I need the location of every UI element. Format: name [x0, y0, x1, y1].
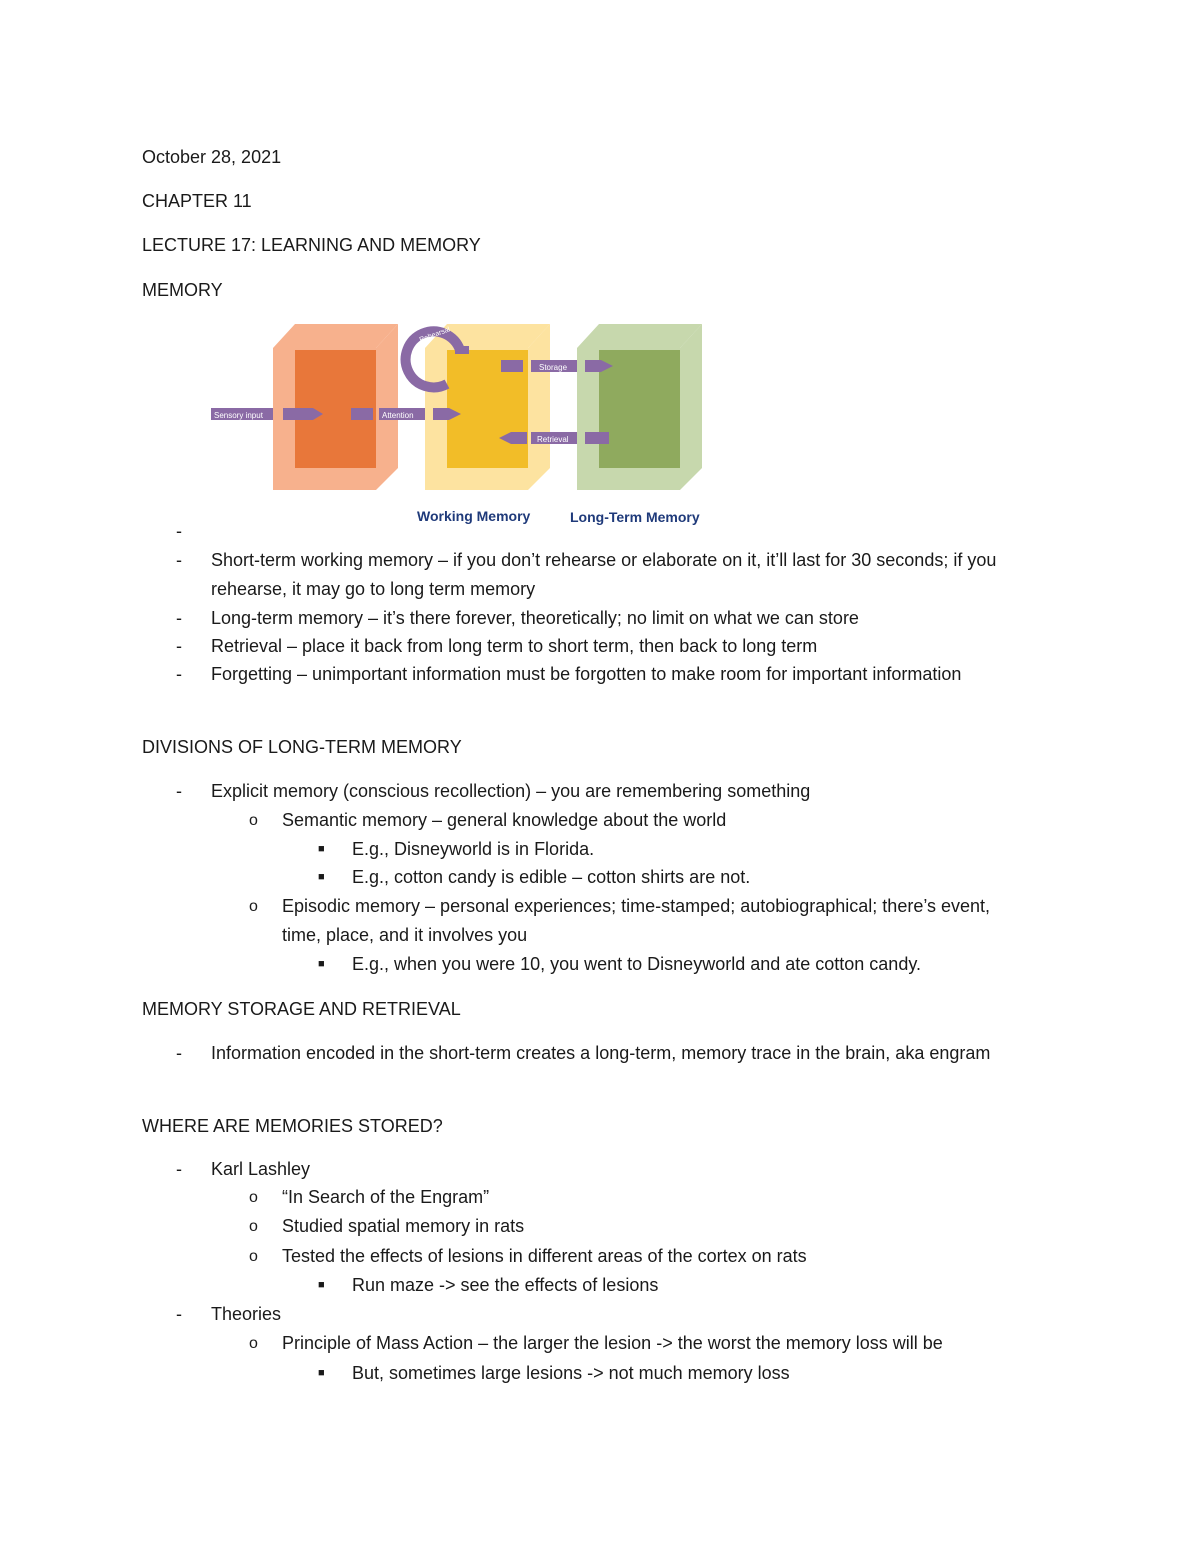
square-bullet-marker: ■: [318, 871, 325, 883]
lecture-title: LECTURE 17: LEARNING AND MEMORY: [142, 235, 481, 255]
date-line: October 28, 2021: [142, 147, 282, 167]
rehearsal-arrow-tail: [455, 346, 469, 354]
sensory-memory-box: [273, 324, 398, 490]
list-item: Principle of Mass Action – the larger the lesion -> the worst the memory loss will be: [282, 1333, 943, 1353]
attention-label: Attention: [382, 411, 414, 420]
list-item: Forgetting – unimportant information must be forgotten to make room for important information: [211, 664, 962, 684]
list-item: Long-term memory – it’s there forever, theoretically; no limit on what we can store: [211, 608, 859, 628]
sub-bullet-marker: o: [249, 1248, 258, 1265]
sub-bullet-marker: o: [249, 898, 258, 915]
working-memory-caption: Working Memory: [417, 508, 531, 524]
storage-label: Storage: [539, 363, 568, 372]
list-item: Episodic memory – personal experiences; time-stamped; autobiographical; there’s event, time, place, and it involves you: [282, 896, 991, 945]
section-heading-divisions: DIVISIONS OF LONG-TERM MEMORY: [142, 737, 462, 757]
attention-arrow-tail: [351, 408, 373, 420]
empty-bullet-marker: -: [176, 521, 182, 541]
bullet-marker: -: [176, 664, 182, 684]
bullet-marker: -: [176, 608, 182, 628]
list-item: Karl Lashley: [211, 1159, 311, 1179]
memory-model-diagram: [205, 318, 725, 536]
list-item: But, sometimes large lesions -> not much memory loss: [352, 1363, 790, 1383]
section-heading-storage: MEMORY STORAGE AND RETRIEVAL: [142, 999, 461, 1019]
square-bullet-marker: ■: [318, 958, 325, 970]
chapter-line: CHAPTER 11: [142, 191, 252, 211]
long-term-memory-box: [577, 324, 702, 490]
working-memory-box: [425, 324, 550, 490]
sub-bullet-marker: o: [249, 812, 258, 829]
bullet-marker: -: [176, 1304, 182, 1324]
list-item: E.g., when you were 10, you went to Disneyworld and ate cotton candy.: [352, 954, 921, 974]
bullet-marker: -: [176, 781, 182, 801]
bullet-marker: -: [176, 1043, 182, 1063]
bullet-marker: -: [176, 550, 182, 570]
list-item: Theories: [211, 1304, 282, 1324]
square-bullet-marker: ■: [318, 1279, 325, 1291]
retrieval-label: Retrieval: [537, 435, 569, 444]
memory-heading: MEMORY: [142, 280, 223, 300]
list-item: “In Search of the Engram”: [282, 1187, 490, 1207]
sub-bullet-marker: o: [249, 1335, 258, 1352]
list-item: Tested the effects of lesions in different areas of the cortex on rats: [282, 1246, 807, 1266]
section-heading-where: WHERE ARE MEMORIES STORED?: [142, 1116, 443, 1136]
square-bullet-marker: ■: [318, 843, 325, 855]
list-item: Explicit memory (conscious recollection) – you are remembering something: [211, 781, 811, 801]
sensory-input-label: Sensory input: [214, 411, 263, 420]
list-item: Semantic memory – general knowledge about the world: [282, 810, 727, 830]
sub-bullet-marker: o: [249, 1189, 258, 1206]
list-item: E.g., Disneyworld is in Florida.: [352, 839, 595, 859]
list-item: Studied spatial memory in rats: [282, 1216, 525, 1236]
square-bullet-marker: ■: [318, 1367, 325, 1379]
retrieval-arrow-tail: [585, 432, 609, 444]
storage-arrow-tail: [501, 360, 523, 372]
list-item: Information encoded in the short-term creates a long-term, memory trace in the brain, aka engram: [211, 1043, 991, 1063]
list-item: E.g., cotton candy is edible – cotton shirts are not.: [352, 867, 751, 887]
rehearsal-label: Rehearsal: [418, 326, 452, 344]
list-item: Run maze -> see the effects of lesions: [352, 1275, 659, 1295]
list-item: Retrieval – place it back from long term to short term, then back to long term: [211, 636, 818, 656]
bullet-marker: -: [176, 1159, 182, 1179]
sub-bullet-marker: o: [249, 1218, 258, 1235]
bullet-marker: -: [176, 636, 182, 656]
list-item: Short-term working memory – if you don’t rehearse or elaborate on it, it’ll last for 30 seconds; if you rehearse, it may go to long term memory: [211, 550, 997, 599]
long-term-memory-caption: Long-Term Memory: [570, 509, 700, 525]
